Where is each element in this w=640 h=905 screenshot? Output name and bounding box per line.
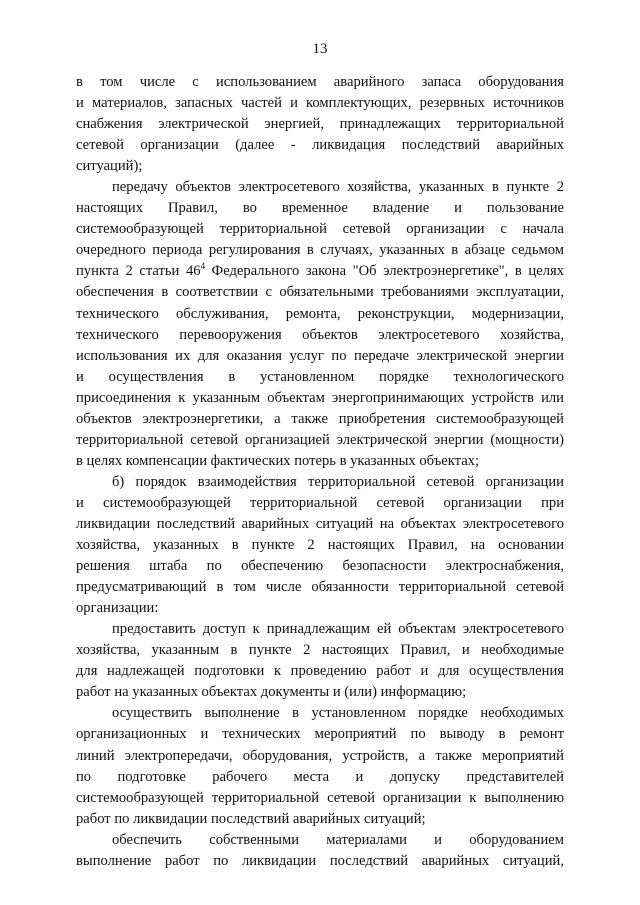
text-line-content: работ по ликвидации последствий аварийных ситуаций; xyxy=(76,810,426,827)
text-line xyxy=(76,219,564,240)
text-line-content: территориальной сетевой организацией электрической энергии (мощности) xyxy=(76,431,564,448)
text-line xyxy=(76,577,564,598)
body-text xyxy=(76,72,564,872)
text-line-content: системообразующей территориальной сетевой организации к выполнению xyxy=(76,789,564,806)
text-line-content: обеспечения в соответствии с обязательными требованиями эксплуатации, xyxy=(76,284,564,301)
text-line xyxy=(76,493,564,514)
text-line-content: в целях компенсации фактических потерь в указанных объектах; xyxy=(76,452,480,469)
text-line-content: б) порядок взаимодействия территориальной сетевой организации xyxy=(112,473,564,490)
text-line xyxy=(76,830,564,851)
text-line xyxy=(76,451,564,472)
text-line xyxy=(76,535,564,556)
text-line xyxy=(76,788,564,809)
text-line xyxy=(76,93,564,114)
text-line xyxy=(76,114,564,135)
text-line xyxy=(76,809,564,830)
text-line-content: и осуществления в установленном порядке технологического xyxy=(76,368,564,385)
text-line-content: организации: xyxy=(76,600,159,617)
text-line-content: линий электропередачи, оборудования, устройств, а также мероприятий xyxy=(76,747,564,764)
text-line-content: ликвидации последствий аварийных ситуаций на объектах электросетевого xyxy=(76,515,564,532)
text-line-content: очередного периода регулирования в случаях, указанных в абзаце седьмом xyxy=(76,242,564,259)
text-line-content: хозяйства, указанных в пункте 2 настоящих Правил, на основании xyxy=(76,537,564,554)
text-line-content: обеспечить собственными материалами и оборудованием xyxy=(112,831,564,848)
text-line-content: и материалов, запасных частей и комплектующих, резервных источников xyxy=(76,95,564,112)
text-line-content: использования их для оказания услуг по передаче электрической энергии xyxy=(76,347,564,364)
text-line-content: организационных и технических мероприятий по выводу в ремонт xyxy=(76,726,564,743)
text-line xyxy=(76,514,564,535)
text-line xyxy=(76,72,564,93)
text-line xyxy=(76,388,564,409)
text-line xyxy=(76,598,564,619)
text-line xyxy=(76,640,564,661)
text-line-content: технического обслуживания, ремонта, реконструкции, модернизации, xyxy=(76,305,564,322)
text-line xyxy=(76,156,564,177)
text-line xyxy=(76,282,564,303)
text-line-content: системообразующей территориальной сетевой организации с начала xyxy=(76,221,564,238)
text-line-content: присоединения к указанным объектам энергопринимающих устройств или xyxy=(76,389,564,406)
text-line xyxy=(76,240,564,261)
text-line xyxy=(76,346,564,367)
text-line xyxy=(76,472,564,493)
text-line-content: предусматривающий в том числе обязанности территориальной сетевой xyxy=(76,579,564,596)
text-line xyxy=(76,198,564,219)
superscript: 4 xyxy=(200,261,206,272)
text-line xyxy=(76,767,564,788)
text-line xyxy=(76,177,564,198)
text-line-content: передачу объектов электросетевого хозяйства, указанных в пункте 2 xyxy=(112,179,564,196)
text-line-continuation: Федерального закона "Об электроэнергетике", в целях xyxy=(205,263,564,280)
text-line xyxy=(76,430,564,451)
text-line xyxy=(76,325,564,346)
text-line-content: настоящих Правил, во временное владение и пользование xyxy=(76,200,564,217)
text-line xyxy=(76,304,564,325)
text-line-content: предоставить доступ к принадлежащим ей объектам электросетевого xyxy=(112,621,564,638)
text-line xyxy=(76,724,564,745)
text-line xyxy=(76,367,564,388)
text-line-content: объектов электроэнергетики, а также приобретения системообразующей xyxy=(76,410,564,427)
text-line xyxy=(76,851,564,872)
text-line-content: выполнение работ по ликвидации последствий аварийных ситуаций, xyxy=(76,852,564,869)
text-line xyxy=(76,409,564,430)
text-line-content: пункта 2 статьи 46 xyxy=(76,263,201,280)
text-line xyxy=(76,261,564,282)
text-line xyxy=(76,135,564,156)
text-line-content: снабжения электрической энергией, принадлежащих территориальной xyxy=(76,116,564,133)
text-line-content: осуществить выполнение в установленном порядке необходимых xyxy=(112,705,564,722)
text-line xyxy=(76,746,564,767)
text-line-content: ситуаций); xyxy=(76,158,143,175)
page-number: 13 xyxy=(312,41,328,57)
text-line-content: и системообразующей территориальной сетевой организации при xyxy=(76,494,564,511)
text-line-content: сетевой организации (далее - ликвидация последствий аварийных xyxy=(76,137,564,154)
text-line xyxy=(76,556,564,577)
text-line-content: в том числе с использованием аварийного запаса оборудования xyxy=(76,74,564,90)
text-line-content: для надлежащей подготовки к проведению работ и для осуществления xyxy=(76,663,564,680)
text-line xyxy=(76,682,564,703)
text-line xyxy=(76,619,564,640)
text-line-content: по подготовке рабочего места и допуску представителей xyxy=(76,768,564,785)
text-line-content: технического перевооружения объектов электросетевого хозяйства, xyxy=(76,326,564,343)
text-line xyxy=(76,661,564,682)
text-line-content: хозяйства, указанным в пункте 2 настоящих Правил, и необходимые xyxy=(76,642,564,659)
text-line-content: работ на указанных объектах документы и (или) информацию; xyxy=(76,684,467,701)
text-line xyxy=(76,703,564,724)
text-line-content: решения штаба по обеспечению безопасности электроснабжения, xyxy=(76,558,564,575)
